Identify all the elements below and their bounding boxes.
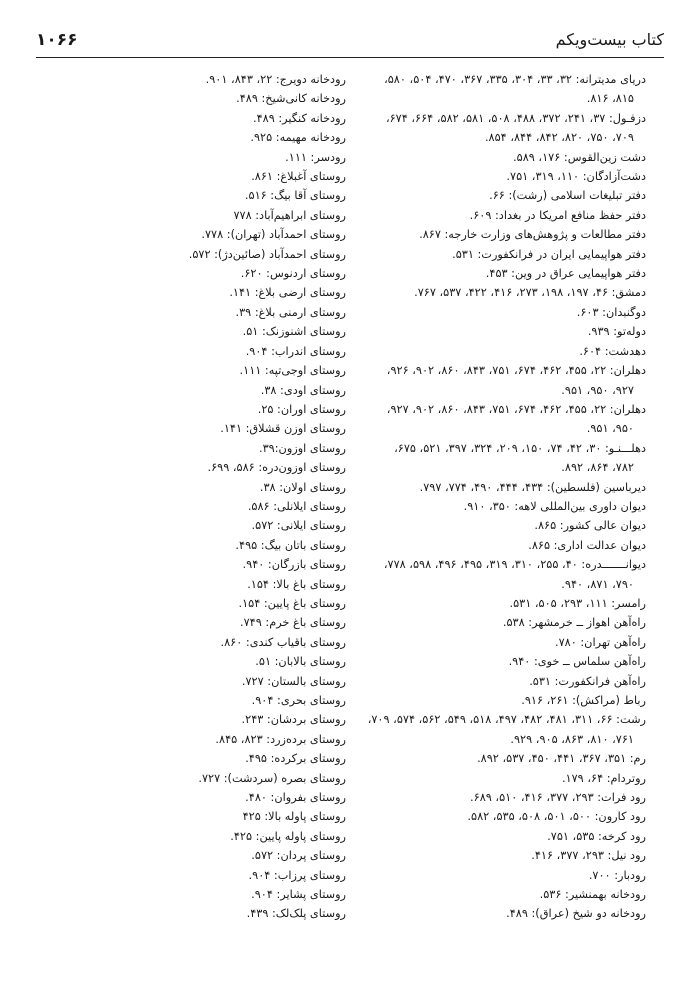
running-title: کتاب بیست‌ویکم: [555, 30, 664, 49]
index-entry-continuation: ۷۶۱، ۸۱۰، ۸۶۳، ۹۰۵، ۹۲۹.: [510, 732, 634, 746]
index-entry: [360, 225, 646, 244]
index-entry: [60, 225, 346, 244]
index-entry-text: روستای پلک‌لک: ۴۳۹.: [246, 907, 346, 921]
index-entry: [60, 866, 346, 885]
index-entry: [360, 439, 646, 478]
index-entry: [60, 361, 346, 380]
index-entry-text: روستای پردان: ۵۷۲.: [251, 849, 346, 863]
index-entry-text: دهدشت: ۶۰۴.: [579, 344, 646, 358]
index-entry-text: روستای اوجی‌تپه: ۱۱۱.: [239, 364, 346, 378]
page-number: ۱۰۶۶: [36, 30, 78, 50]
index-entry: [60, 652, 346, 671]
index-entry: [60, 730, 346, 749]
index-entry: [360, 516, 646, 535]
index-entry-text: روستای باتان بیگ: ۴۹۵.: [235, 538, 346, 552]
index-entry: [360, 478, 646, 497]
index-entry: [360, 807, 646, 826]
index-entry-text: دفتر حفظ منافع امریکا در بغداد: ۶۰۹.: [469, 208, 646, 222]
index-entry: [60, 846, 346, 865]
index-entry: [60, 633, 346, 652]
index-entry: [60, 264, 346, 283]
index-entry-text: روستای بالستان: ۷۲۷.: [241, 674, 346, 688]
index-entry: [60, 749, 346, 768]
index-entry: [360, 633, 646, 652]
index-entry: [60, 478, 346, 497]
index-entry-text: روستای بحری: ۹۰۴.: [251, 694, 346, 707]
index-entry-text: روستای پاوله پایین: ۴۲۵.: [230, 829, 346, 843]
index-entry-text: روستای پاوله بالا: ۴۲۵: [242, 810, 346, 824]
index-entry-text: دمشق: ۴۶، ۱۹۷، ۱۹۸، ۲۷۳، ۴۱۶، ۴۲۲، ۵۳۷، ۷۶۷.: [414, 286, 646, 300]
index-entry-text: روستای آقا بیگ: ۵۱۶.: [244, 189, 346, 203]
index-entry-text: راه‌آهن اهواز ــ خرمشهر: ۵۳۸.: [502, 616, 646, 630]
page-header: [36, 30, 664, 56]
index-entry-text: رودخانه بهمنشیر: ۵۳۶.: [539, 888, 646, 902]
index-entry-text: رود فرات: ۲۹۳، ۳۷۷، ۴۱۶، ۵۱۰، ۶۸۹.: [470, 791, 646, 805]
index-entry: [60, 186, 346, 205]
index-entry-text: روستای اودی: ۳۸.: [260, 383, 346, 397]
index-entry: [60, 109, 346, 128]
index-entry-text: دریای مدیترانه: ۳۲، ۳۳، ۳۰۴، ۳۳۵، ۳۶۷، ۴۷۰، ۵۰۴، ۵۸۰،: [384, 73, 646, 86]
index-entry: [60, 322, 346, 341]
index-entry: [60, 458, 346, 477]
index-column-right: [360, 70, 646, 924]
header-rule: [36, 57, 664, 58]
index-entry-text: روستای اردنوس: ۶۲۰.: [240, 267, 346, 281]
index-entry-text: روستای اوزون‌دره: ۵۸۶، ۶۹۹.: [207, 461, 346, 475]
index-entry-continuation: ۷۸۲، ۸۶۴، ۸۹۲.: [561, 461, 634, 475]
index-entry-text: روستای باغ خرم: ۷۴۹.: [240, 616, 346, 630]
index-entry: [360, 710, 646, 749]
index-entry-text: دشت‌آزادگان: ۱۱۰، ۳۱۹، ۷۵۱.: [506, 170, 646, 184]
index-entry-text: روستای پرزاب: ۹۰۴.: [248, 868, 346, 882]
index-entry: [60, 89, 346, 108]
index-entry: [360, 303, 646, 322]
index-entry-text: دهلـــنـو: ۳۰، ۴۲، ۷۴، ۱۵۰، ۲۰۹، ۳۲۴، ۳۹۷، ۵۲۱، ۶۷۵،: [394, 441, 646, 455]
index-entry: [60, 303, 346, 322]
index-entry: [360, 885, 646, 904]
index-entry-text: رباط (مراکش): ۲۶۱، ۹۱۶.: [521, 694, 646, 707]
index-entry: [60, 342, 346, 361]
index-entry: [360, 827, 646, 846]
index-entry-text: دهلران: ۲۲، ۴۵۵، ۴۶۲، ۶۷۴، ۷۵۱، ۸۴۳، ۸۶۰، ۹۰۲، ۹۲۶،: [386, 364, 646, 378]
index-entry: [60, 672, 346, 691]
index-entry: [360, 109, 646, 148]
index-entry-text: روستای اشنوزنک: ۵۱.: [242, 325, 346, 339]
index-entry-text: روستای ابراهیم‌آباد: ۷۷۸: [233, 208, 346, 222]
index-entry-text: رودسر: ۱۱۱.: [285, 150, 346, 164]
index-entry: [60, 594, 346, 613]
index-entry: [60, 381, 346, 400]
index-entry: [60, 885, 346, 904]
index-entry: [360, 400, 646, 439]
index-entry: [360, 361, 646, 400]
index-entry-text: روستای بفروان: ۴۸۰.: [245, 791, 346, 805]
index-entry: [60, 710, 346, 729]
index-entry: [60, 148, 346, 167]
index-entry: [360, 555, 646, 594]
index-entry-text: روستای باغ پایین: ۱۵۴.: [238, 596, 346, 610]
index-entry: [60, 827, 346, 846]
index-entry: [60, 807, 346, 826]
index-entry-text: رود کارون: ۵۰۰، ۵۰۱، ۵۰۸، ۵۳۵، ۵۸۲.: [467, 810, 646, 824]
index-entry-continuation: ۷۹۰، ۸۷۱، ۹۴۰.: [561, 577, 634, 591]
index-entry-text: رودخانه مهیمه: ۹۲۵.: [250, 131, 346, 145]
index-entry-text: روستای آغبلاغ: ۸۶۱.: [251, 170, 346, 184]
index-entry-text: روستای ایلانی: ۵۷۲.: [251, 519, 346, 533]
index-entry-text: دفتر تبلیغات اسلامی (رشت): ۶۶.: [489, 189, 646, 203]
index-entry-text: دیرباسین (فلسطین): ۴۳۴، ۴۴۴، ۴۹۰، ۷۷۴، ۷۹۷.: [419, 480, 646, 494]
index-entry: [60, 613, 346, 632]
index-entry: [60, 769, 346, 788]
index-entry: [360, 846, 646, 865]
index-entry: [360, 691, 646, 710]
index-entry-text: روتردام: ۶۴، ۱۷۹.: [561, 771, 646, 785]
index-entry: [60, 419, 346, 438]
index-entry: [360, 342, 646, 361]
index-entry-text: روستای ارضی بلاغ: ۱۴۱.: [229, 286, 346, 300]
index-entry-text: دفتر هواپیمایی ایران در فرانکفورت: ۵۳۱.: [452, 247, 646, 261]
index-entry-text: راه‌آهن سلماس ــ خوی: ۹۴۰.: [508, 655, 646, 669]
index-entry: [360, 245, 646, 264]
index-entry: [60, 516, 346, 535]
index-entry: [60, 206, 346, 225]
index-entry-text: رود کرخه: ۵۳۵، ۷۵۱.: [547, 829, 646, 843]
index-entry-text: دهلران: ۲۲، ۴۵۵، ۴۶۲، ۶۷۴، ۷۵۱، ۸۴۳، ۸۶۰، ۹۰۲، ۹۲۷،: [386, 402, 646, 416]
index-entry-text: رودخانه کانی‌شیخ: ۴۸۹.: [236, 92, 346, 106]
index-entry-continuation: ۹۵۰، ۹۵۱.: [586, 422, 634, 436]
index-entry: [60, 536, 346, 555]
index-entry-text: روستای احمدآباد (صائین‌دژ): ۵۷۲.: [188, 247, 346, 261]
index-column-left: [60, 70, 346, 924]
index-entry-text: دیوان داوری بین‌المللی لاهه: ۳۵۰، ۹۱۰.: [463, 499, 646, 513]
index-entry-text: روستای ایلانلی: ۵۸۶.: [247, 499, 346, 513]
index-entry-text: روستای اوران: ۲۵.: [257, 402, 346, 416]
index-entry-text: روستای اندراب: ۹۰۴.: [245, 344, 346, 358]
index-entry-text: راه‌آهن تهران: ۷۸۰.: [554, 635, 646, 649]
index-entry: [360, 904, 646, 923]
index-entry-text: روستای اوزن قشلاق: ۱۴۱.: [220, 422, 346, 436]
index-entry: [360, 167, 646, 186]
index-entry: [60, 128, 346, 147]
index-entry-text: دفتر هواپیمایی عراق در وین: ۴۵۳.: [485, 267, 646, 281]
index-entry-text: روستای برده‌زرد: ۸۲۳، ۸۴۵.: [215, 732, 346, 746]
index-entry-text: روستای اوزون:۳۹.: [258, 441, 346, 455]
index-entry-text: روستای پشایر: ۹۰۴.: [251, 888, 346, 902]
index-entry: [60, 788, 346, 807]
index-entry: [60, 575, 346, 594]
index-entry: [60, 904, 346, 923]
index-entry-text: رودخانه دویرج: ۲۲، ۸۴۳، ۹۰۱.: [205, 73, 346, 86]
index-entry-text: روستای احمدآباد (تهران): ۷۷۸.: [201, 228, 346, 242]
index-entry: [360, 148, 646, 167]
index-entry-text: رامسر: ۱۱۱، ۲۹۳، ۵۰۵، ۵۳۱.: [509, 596, 646, 610]
index-entry-text: دوله‌تو: ۹۳۹.: [587, 325, 646, 339]
index-entry: [60, 167, 346, 186]
index-entry: [360, 613, 646, 632]
index-entry: [360, 749, 646, 768]
index-entry: [360, 536, 646, 555]
index-entry: [360, 594, 646, 613]
index-entry: [60, 439, 346, 458]
index-entry: [360, 672, 646, 691]
index-entry-text: رودخانه کنگیر: ۴۸۹.: [252, 111, 346, 125]
index-entry-text: رود نیل: ۲۹۳، ۳۷۷، ۴۱۶.: [531, 849, 646, 863]
index-entry-text: دیوان عدالت اداری: ۸۶۵.: [528, 538, 646, 552]
index-entry: [360, 769, 646, 788]
index-entry: [360, 186, 646, 205]
index-entry-text: دیوانـــــــدره: ۴۰، ۲۵۵، ۳۱۰، ۳۱۹، ۴۹۵، ۴۹۶، ۵۹۸، ۷۷۸،: [383, 558, 646, 572]
index-entry: [60, 497, 346, 516]
index-entry-text: دزفـول: ۳۷، ۲۴۱، ۳۷۲، ۴۸۸، ۵۰۸، ۵۸۱، ۵۸۲، ۶۶۴، ۶۷۴،: [385, 111, 646, 125]
index-entry-continuation: ۷۰۹، ۷۵۰، ۸۲۰، ۸۴۲، ۸۴۴، ۸۵۴.: [484, 131, 634, 145]
index-entry: [60, 555, 346, 574]
index-entry: [360, 206, 646, 225]
index-entry-text: روستای بصره (سردشت): ۷۲۷.: [198, 771, 346, 785]
index-entry-text: روستای باقیاب کندی: ۸۶۰.: [220, 635, 346, 649]
index-entry-continuation: ۹۲۷، ۹۵۰، ۹۵۱.: [561, 383, 634, 397]
index-entry-text: دیوان عالی کشور: ۸۶۵.: [534, 519, 646, 533]
index-entry: [360, 264, 646, 283]
index-entry: [360, 866, 646, 885]
index-entry-text: روستای بردشان: ۲۴۳.: [241, 713, 346, 727]
index-entry-text: رودبار: ۷۰۰.: [588, 868, 646, 882]
index-entry-text: روستای باغ بالا: ۱۵۴.: [247, 577, 346, 591]
index-entry: [360, 70, 646, 109]
index-entry-text: رم: ۳۵۱، ۳۶۷، ۴۴۱، ۴۵۰، ۵۳۷، ۸۹۲.: [477, 752, 646, 766]
index-entry-text: روستای برکرده: ۴۹۵.: [245, 752, 346, 766]
index-entry: [60, 400, 346, 419]
index-entry: [60, 70, 346, 89]
index-entry-text: دفتر مطالعات و پژوهش‌های وزارت خارجه: ۸۶۷.: [419, 228, 646, 242]
index-entry: [60, 283, 346, 302]
index-entry: [360, 283, 646, 302]
index-entry-text: رشت: ۶۶، ۳۱۱، ۴۸۱، ۴۸۲، ۴۹۷، ۵۱۸، ۵۴۹، ۵۶۲، ۵۷۴، ۷۰۹،: [367, 713, 646, 727]
index-entry-text: رودخانه دو شیخ (عراق): ۴۸۹.: [506, 907, 646, 921]
index-entry-text: روستای بازرگان: ۹۴۰.: [242, 558, 346, 572]
index-entry-text: دوگنبدان: ۶۰۳.: [576, 305, 646, 319]
index-entry-continuation: ۸۱۵، ۸۱۶.: [586, 92, 634, 106]
index-entry: [60, 691, 346, 710]
index-entry: [360, 497, 646, 516]
index-entry-text: روستای اولان: ۳۸.: [259, 480, 346, 494]
index-entry: [60, 245, 346, 264]
index-entry-text: روستای ارمنی بلاغ: ۳۹.: [235, 305, 346, 319]
index-entry: [360, 652, 646, 671]
index-entry-text: روستای بالابان: ۵۱.: [255, 655, 346, 669]
index-entry: [360, 322, 646, 341]
index-entry: [360, 788, 646, 807]
index-entry-text: دشت زین‌القوس: ۱۷۶، ۵۸۹.: [513, 150, 646, 164]
index-entry-text: راه‌آهن فرانکفورت: ۵۳۱.: [529, 674, 646, 688]
